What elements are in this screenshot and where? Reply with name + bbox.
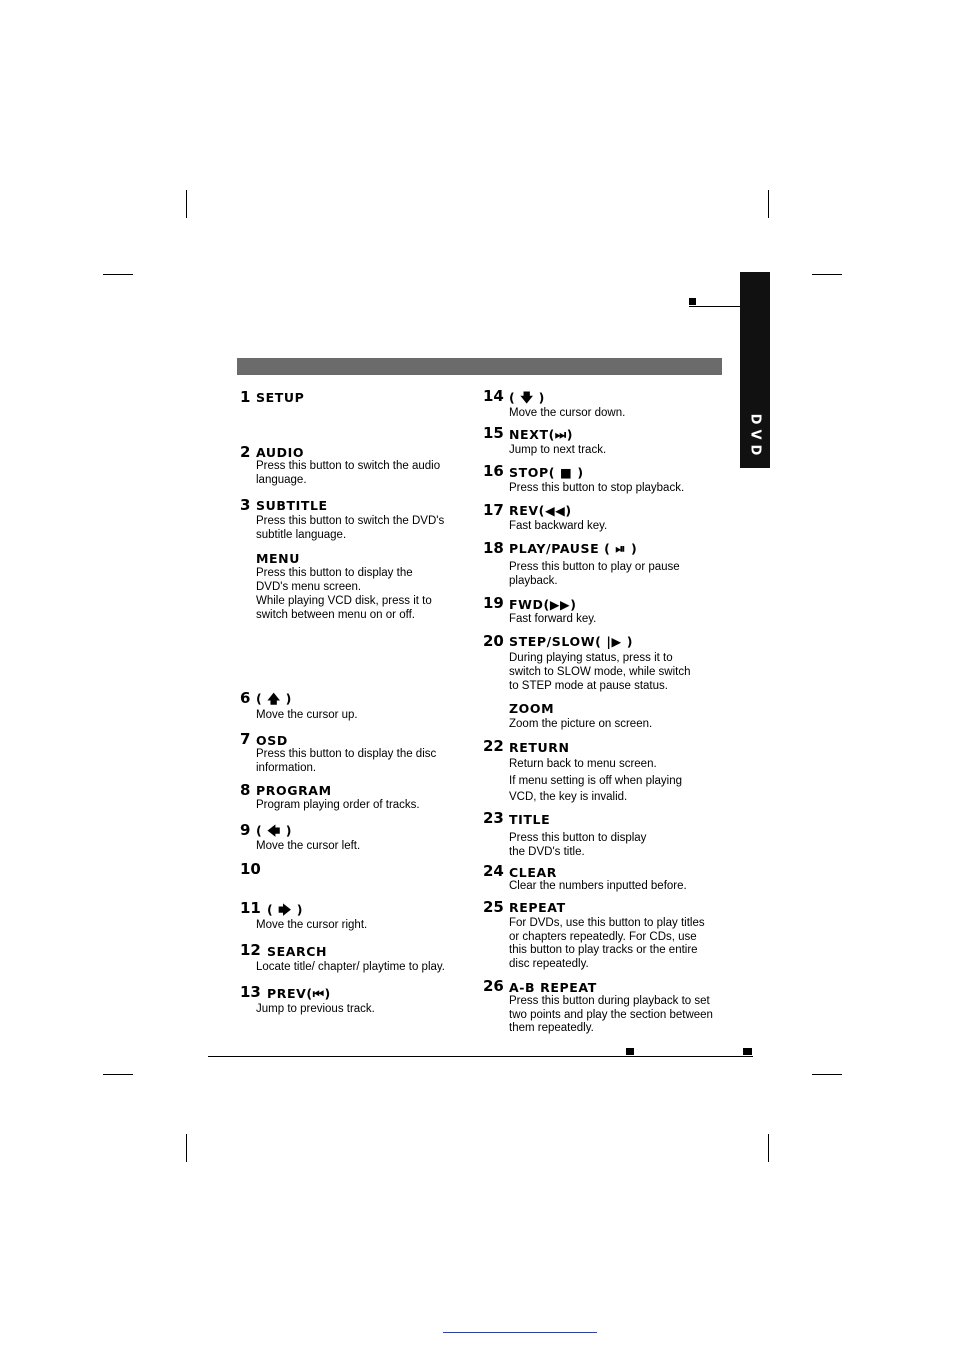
item-title: REV(◀◀) — [509, 503, 572, 518]
item-description: Press this button to display the DVD's title. — [509, 832, 647, 858]
item-description: Fast forward key. — [509, 613, 597, 625]
item-title: OSD — [256, 733, 288, 748]
section-header-bar — [237, 358, 722, 375]
side-tab-label: DVD — [747, 413, 763, 461]
crop-mark — [103, 274, 133, 275]
footer-square-marker — [626, 1048, 634, 1055]
side-tab — [740, 272, 770, 468]
crop-mark — [812, 1074, 842, 1075]
item-number: 24 — [483, 862, 504, 880]
item-number: 11 — [240, 899, 261, 917]
item-description: For DVDs, use this button to play titles or chapters repeatedly. For CDs, use this button to play tracks or the entire disc repeatedly. — [509, 917, 705, 970]
item-number: 9 — [240, 821, 251, 839]
item-number: 16 — [483, 462, 504, 480]
item-description: Return back to menu screen. If menu setting is off when playing VCD, the key is invalid. — [509, 758, 683, 803]
item-number: 15 — [483, 424, 504, 442]
item-title: AUDIO — [256, 445, 305, 460]
item-number: 20 — [483, 632, 504, 650]
header-rule — [689, 306, 740, 307]
crop-mark — [186, 190, 187, 218]
item-title: CLEAR — [509, 865, 557, 880]
item-description: Move the cursor right. — [256, 919, 368, 931]
item-title: SUBTITLE — [256, 498, 328, 513]
crop-mark — [186, 1134, 187, 1162]
item-description: Move the cursor left. — [256, 840, 361, 852]
item-title: MENU — [256, 551, 300, 566]
item-title: A-B REPEAT — [509, 980, 597, 995]
item-description: Press this button to display the DVD's menu screen. While playing VCD disk, press it to switch between menu on or off. — [256, 567, 432, 621]
item-title: PREV(⏮) — [267, 986, 331, 1001]
item-description: Move the cursor up. — [256, 709, 358, 721]
item-title: FWD(▶▶) — [509, 597, 577, 612]
item-title: NEXT(⏭) — [509, 427, 574, 442]
item-title: ZOOM — [509, 701, 555, 716]
item-description: During playing status, press it to switch to SLOW mode, while switch to STEP mode at pause status. — [509, 652, 691, 692]
item-title: SETUP — [256, 390, 305, 405]
item-number: 7 — [240, 730, 251, 748]
item-description: Press this button to stop playback. — [509, 482, 685, 494]
footer-square-marker — [743, 1048, 752, 1055]
item-number: 26 — [483, 977, 504, 995]
item-number: 18 — [483, 539, 504, 557]
item-description: Press this button to display the disc information. — [256, 748, 437, 774]
item-description: Press this button during playback to set two points and play the section between them repeatedly. — [509, 995, 713, 1034]
item-description: Zoom the picture on screen. — [509, 718, 653, 730]
item-number: 23 — [483, 809, 504, 827]
item-description: Press this button to play or pause playback. — [509, 561, 680, 587]
item-title: REPEAT — [509, 900, 566, 915]
item-number: 6 — [240, 689, 251, 707]
item-description: Jump to next track. — [509, 444, 607, 456]
item-number: 17 — [483, 501, 504, 519]
item-number: 25 — [483, 898, 504, 916]
item-number: 2 — [240, 443, 251, 461]
crop-mark — [768, 190, 769, 218]
item-number: 22 — [483, 737, 504, 755]
item-title: ( 🡄 ) — [256, 823, 293, 838]
item-number: 13 — [240, 983, 261, 1001]
item-number: 1 — [240, 388, 251, 406]
item-title: RETURN — [509, 740, 570, 755]
item-description: Program playing order of tracks. — [256, 799, 420, 811]
item-number: 10 — [240, 860, 261, 878]
footer-link-underline[interactable] — [443, 1332, 597, 1333]
item-title: PROGRAM — [256, 783, 332, 798]
item-description: Fast backward key. — [509, 520, 608, 532]
item-title: PLAY/PAUSE ( ⏯ ) — [509, 541, 638, 556]
item-number: 3 — [240, 496, 251, 514]
item-description: Jump to previous track. — [256, 1003, 375, 1015]
item-number: 12 — [240, 941, 261, 959]
item-description: Clear the numbers inputted before. — [509, 880, 687, 892]
item-number: 19 — [483, 594, 504, 612]
item-title: ( 🡅 ) — [256, 691, 292, 706]
item-description: Move the cursor down. — [509, 407, 626, 419]
item-title: STOP( ■ ) — [509, 465, 584, 480]
item-title: SEARCH — [267, 944, 328, 959]
header-square-marker — [689, 298, 696, 305]
item-title: ( 🡇 ) — [509, 390, 545, 405]
item-title: ( 🡆 ) — [267, 902, 304, 917]
crop-mark — [103, 1074, 133, 1075]
footer-rule — [208, 1056, 753, 1057]
item-title: TITLE — [509, 812, 551, 827]
item-number: 14 — [483, 387, 504, 405]
item-description: Locate title/ chapter/ playtime to play. — [256, 961, 445, 973]
crop-mark — [812, 274, 842, 275]
crop-mark — [768, 1134, 769, 1162]
item-description: Press this button to switch the audio language. — [256, 460, 441, 486]
item-title: STEP/SLOW( |▶ ) — [509, 634, 634, 649]
item-number: 8 — [240, 781, 251, 799]
item-description: Press this button to switch the DVD's subtitle language. — [256, 515, 445, 541]
